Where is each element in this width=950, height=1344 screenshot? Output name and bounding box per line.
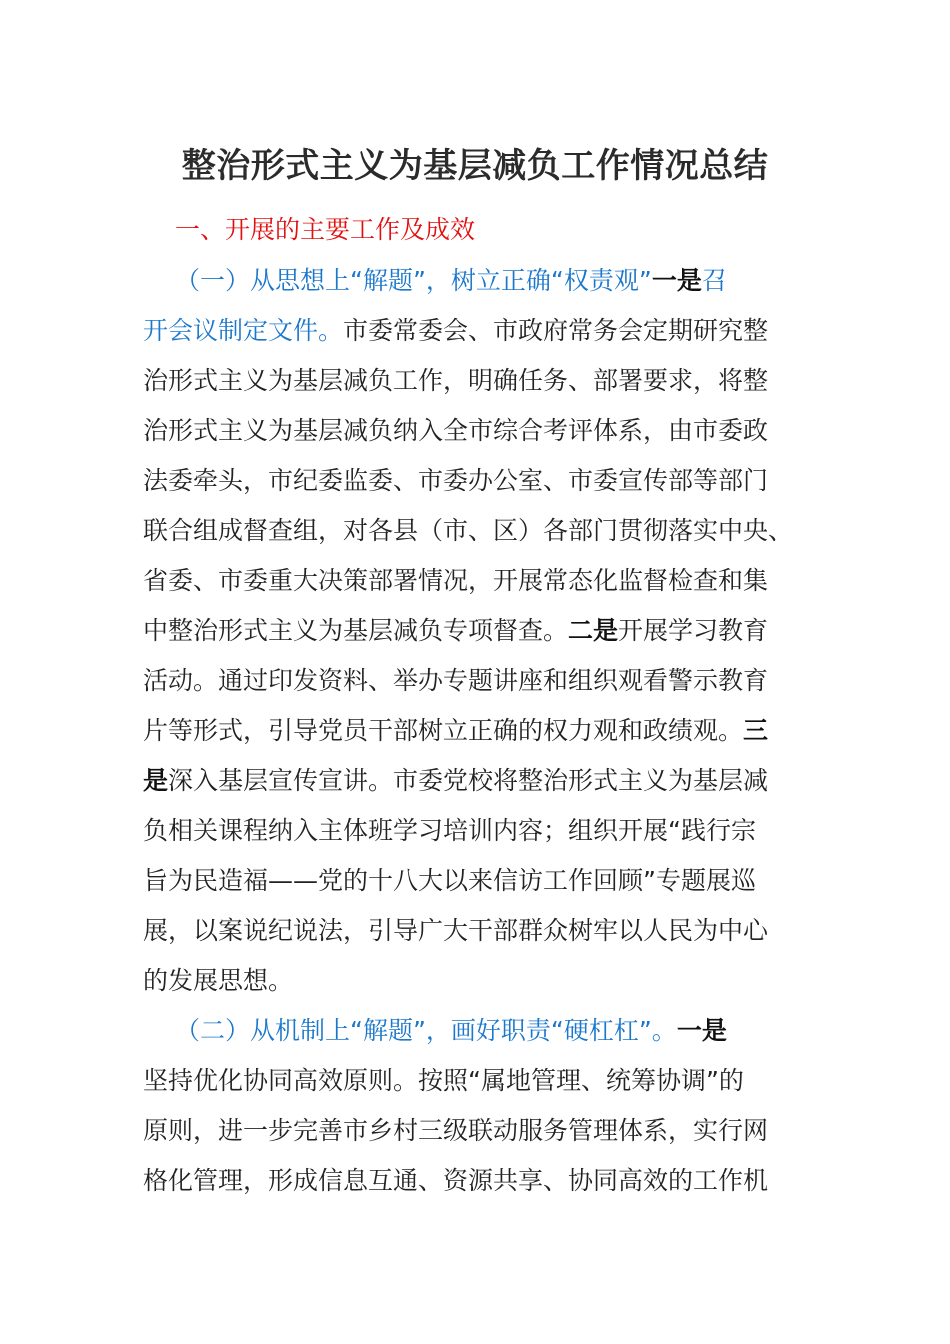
- paragraph-line: [143, 506, 803, 556]
- body-text: 的发展思想。: [143, 966, 294, 995]
- paragraph-line: [143, 656, 803, 706]
- paragraph-line: [143, 706, 803, 756]
- body-text: 联合组成督查组，对各县（市、区）各部门贯彻落实中央、: [143, 516, 794, 545]
- document-body: [143, 256, 803, 1206]
- paragraph-line: [143, 1106, 803, 1156]
- body-text: 开展学习教育: [618, 616, 769, 645]
- body-text: 格化管理，形成信息互通、资源共享、协同高效的工作机: [143, 1166, 769, 1195]
- emphasis-text: 是: [143, 766, 169, 795]
- body-text: 旨为民造福——党的十八大以来信访工作回顾”专题展巡: [143, 866, 756, 895]
- body-text: 片等形式，引导党员干部树立正确的权力观和政绩观。: [143, 716, 744, 745]
- emphasis-text: 一是: [676, 1016, 727, 1045]
- emphasis-text: 三: [743, 716, 769, 745]
- paragraph-line: [143, 406, 803, 456]
- paragraph-line: [143, 906, 803, 956]
- paragraph-line: [143, 456, 803, 506]
- document-title: 整治形式主义为基层减负工作情况总结: [181, 146, 769, 186]
- subheading-text: 召: [701, 266, 727, 295]
- paragraph-line: [143, 756, 803, 806]
- body-text: 活动。通过印发资料、举办专题讲座和组织观看警示教育: [143, 666, 769, 695]
- paragraph-line: [143, 606, 803, 656]
- body-text: 原则，进一步完善市乡村三级联动服务管理体系，实行网: [143, 1116, 769, 1145]
- paragraph-line: [143, 1056, 803, 1106]
- emphasis-text: 二是: [568, 616, 619, 645]
- body-text: 深入基层宣传宣讲。市委党校将整治形式主义为基层减: [168, 766, 769, 795]
- body-text: 市委常委会、市政府常务会定期研究整: [343, 316, 769, 345]
- paragraph-line: [143, 356, 803, 406]
- paragraph-line: [143, 1006, 803, 1056]
- body-text: 治形式主义为基层减负纳入全市综合考评体系，由市委政: [143, 416, 769, 445]
- paragraph-line: [143, 556, 803, 606]
- emphasis-text: 一是: [651, 266, 702, 295]
- paragraph-line: [143, 1156, 803, 1206]
- body-text: 负相关课程纳入主体班学习培训内容；组织开展“践行宗: [143, 816, 756, 845]
- paragraph-line: [143, 956, 803, 1006]
- subheading-text: （一）从思想上“解题”，树立正确“权责观”: [175, 266, 652, 295]
- body-text: 治形式主义为基层减负工作，明确任务、部署要求，将整: [143, 366, 769, 395]
- paragraph-line: [143, 256, 803, 306]
- paragraph-line: [143, 856, 803, 906]
- subheading-text: 开会议制定文件。: [143, 316, 344, 345]
- paragraph-line: [143, 306, 803, 356]
- paragraph-line: [143, 806, 803, 856]
- section-heading: 一、开展的主要工作及成效: [175, 215, 476, 244]
- body-text: 中整治形式主义为基层减负专项督查。: [143, 616, 569, 645]
- body-text: 法委牵头，市纪委监委、市委办公室、市委宣传部等部门: [143, 466, 769, 495]
- body-text: 省委、市委重大决策部署情况，开展常态化监督检查和集: [143, 566, 769, 595]
- subheading-text: （二）从机制上“解题”，画好职责“硬杠杠”。: [175, 1016, 677, 1045]
- body-text: 坚持优化协同高效原则。按照“属地管理、统筹协调”的: [143, 1066, 744, 1095]
- body-text: 展，以案说纪说法，引导广大干部群众树牢以人民为中心: [143, 916, 769, 945]
